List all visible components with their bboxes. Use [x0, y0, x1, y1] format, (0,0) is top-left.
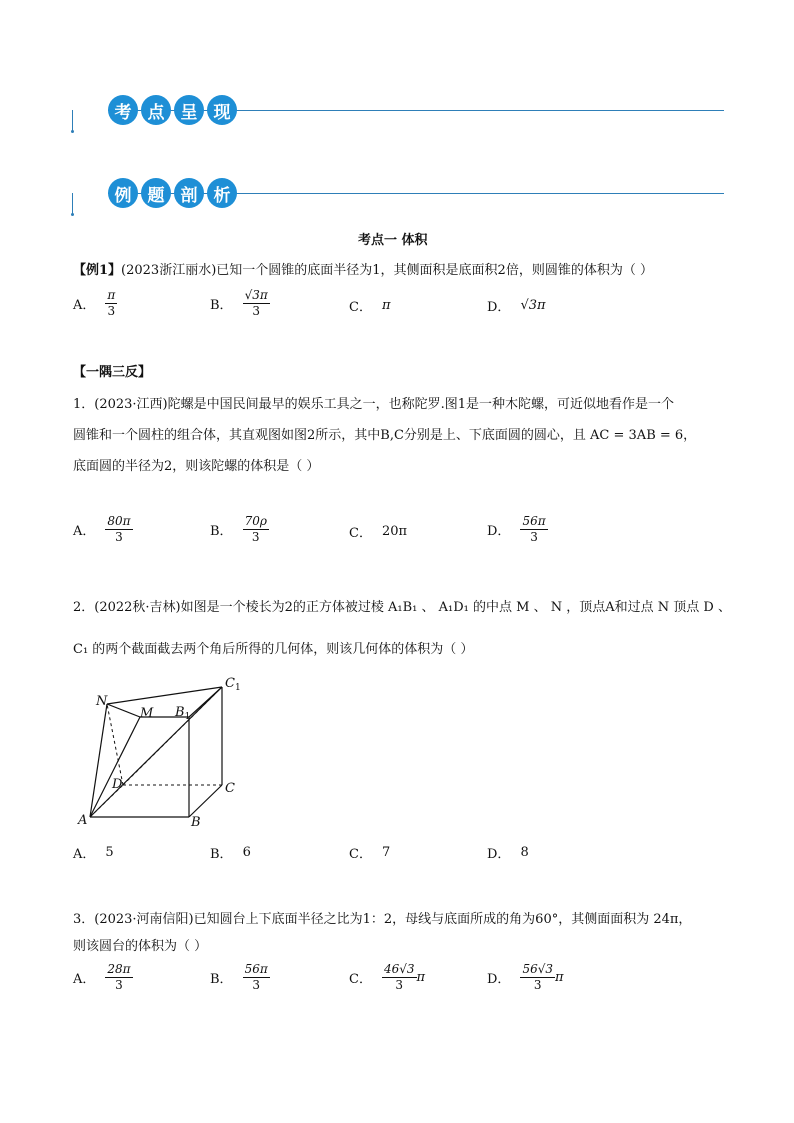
label-B1-letter: B: [175, 705, 185, 720]
option-label: B．: [210, 847, 233, 862]
section-banner-liti: [72, 183, 724, 223]
option-label: C．: [349, 847, 372, 862]
option-label: A．: [73, 524, 96, 539]
cube-figure: [72, 672, 252, 832]
banner-title: [108, 95, 240, 125]
q1-option-c: [349, 522, 407, 541]
q2-option-d: [487, 843, 529, 862]
option-label: B．: [210, 972, 233, 987]
option-label: D．: [487, 524, 511, 539]
banner-char: 现: [207, 95, 237, 125]
frac-num: 56π: [244, 962, 268, 976]
label-M: M: [140, 706, 154, 721]
q1-line1: 1．(2023·江西)陀螺是中国民间最早的娱乐工具之一，也称陀罗.图1是一种木陀螺，可近似地看作是一个: [73, 397, 675, 412]
frac-den: 3: [530, 530, 538, 544]
label-B1-sub: 1: [184, 712, 191, 722]
option-value: π: [381, 298, 391, 313]
hidden-edge-DN: [107, 704, 123, 785]
q3-option-b: [210, 962, 270, 993]
frac-num: 70ρ: [244, 514, 267, 528]
frac-den: 3: [107, 304, 116, 318]
banner-char: 析: [207, 178, 237, 208]
frac-den: 3: [251, 530, 260, 544]
banner-char: 点: [141, 95, 171, 125]
example-tag: 【例1】: [73, 263, 122, 278]
frac-num: 56√3: [522, 962, 553, 976]
q3-option-c: [349, 962, 425, 993]
frac-den: 3: [395, 978, 404, 992]
label-B1: [174, 705, 190, 722]
banner-rule: [72, 110, 73, 132]
option-fraction: [243, 514, 269, 545]
option-label: B．: [210, 524, 233, 539]
example-text: (2023浙江丽水)已知一个圆锥的底面半径为1，其侧面积是底面积2倍，则圆锥的体积为（ ）: [121, 263, 653, 278]
option-value: 6: [242, 845, 251, 860]
banner-char: 剖: [174, 178, 204, 208]
option-value: 20π: [381, 524, 408, 539]
example1-option-a: [73, 288, 117, 319]
label-C1-letter: C: [225, 676, 235, 691]
example1-question: [73, 259, 653, 278]
option-fraction: [520, 514, 547, 545]
q3-line1: 3．(2023·河南信阳)已知圆台上下底面半径之比为1：2，母线与底面所成的角为60°，其侧面面积为 24π，: [73, 912, 692, 927]
option-label: C．: [349, 526, 372, 541]
banner-dot: [71, 130, 74, 133]
q3-option-a: [73, 962, 133, 993]
q2-option-c: [349, 843, 390, 862]
q1-option-b: [210, 514, 269, 545]
option-value: 8: [520, 845, 529, 860]
option-fraction: [243, 288, 270, 319]
frac-num: √3π: [244, 288, 268, 302]
frac-num: 56π: [522, 514, 546, 528]
q2-option-b: [210, 843, 251, 862]
frac-den: 3: [115, 530, 123, 544]
option-label: D．: [487, 972, 511, 987]
option-label: A．: [73, 298, 96, 313]
option-value: 5: [105, 845, 114, 860]
example1-option-b: [210, 288, 270, 319]
option-value: 7: [381, 845, 391, 860]
option-suffix: π: [555, 970, 564, 985]
q1-line2: 圆锥和一个圆柱的组合体，其直观图如图2所示，其中B,C分别是上、下底面圆的圆心，且 AC = 3AB = 6，: [73, 428, 697, 443]
option-fraction: [105, 288, 117, 319]
frac-num: π: [107, 288, 116, 302]
frac-den: 3: [252, 304, 260, 318]
q1-line3: 底面圆的半径为2，则该陀螺的体积是（ ）: [73, 459, 320, 474]
frac-num: 46√3: [383, 962, 415, 976]
option-fraction: [105, 514, 132, 545]
label-D: D: [112, 777, 123, 792]
section-title: 考点一 体积: [358, 233, 428, 248]
banner-char: 考: [108, 95, 138, 125]
label-N: N: [96, 694, 108, 709]
q1-option-d: [487, 514, 548, 545]
option-label: C．: [349, 972, 372, 987]
label-C1-sub: 1: [234, 683, 241, 693]
option-fraction: [105, 962, 132, 993]
option-label: A．: [73, 972, 96, 987]
section-banner-kaodian: [72, 100, 724, 140]
edge-NM: [107, 704, 140, 717]
option-label: D．: [487, 847, 511, 862]
banner-dot: [71, 213, 74, 216]
edge-AC1: [90, 687, 222, 817]
q3-option-d: [487, 962, 564, 993]
frac-num: 80π: [107, 514, 131, 528]
q3-line2: 则该圆台的体积为（ ）: [73, 939, 208, 954]
label-A: A: [78, 813, 88, 828]
option-fraction: [520, 962, 555, 993]
option-fraction: [382, 962, 417, 993]
banner-char: 题: [141, 178, 171, 208]
banner-char: 例: [108, 178, 138, 208]
edge-NC1: [107, 687, 222, 704]
option-label: A．: [73, 847, 96, 862]
practice-heading: 【一隅三反】: [73, 365, 152, 380]
label-C: C: [225, 781, 235, 796]
option-label: D．: [487, 300, 511, 315]
option-label: B．: [210, 298, 233, 313]
frac-den: 3: [533, 978, 542, 992]
q1-option-a: [73, 514, 133, 545]
frac-den: 3: [252, 978, 260, 992]
edge-BC: [189, 785, 222, 817]
banner-char: 呈: [174, 95, 204, 125]
q2-line2: C₁ 的两个截面截去两个角后所得的几何体，则该几何体的体积为（ ）: [73, 642, 474, 657]
label-C1: [225, 676, 241, 693]
q2-option-a: [73, 843, 114, 862]
option-value: √3π: [520, 298, 546, 313]
option-suffix: π: [416, 970, 426, 985]
label-B: B: [191, 815, 201, 830]
example1-option-d: [487, 296, 546, 315]
banner-title: [108, 178, 240, 208]
frac-num: 28π: [107, 962, 131, 976]
option-label: C．: [349, 300, 372, 315]
frac-den: 3: [115, 978, 123, 992]
example1-option-c: [349, 296, 391, 315]
banner-rule: [72, 193, 73, 215]
option-fraction: [243, 962, 270, 993]
q2-line1: 2．(2022秋·吉林)如图是一个棱长为2的正方体被过棱 A₁B₁ 、 A₁D₁ 的中点 M 、 N ，顶点A和过点 N 顶点 D 、: [73, 600, 731, 615]
